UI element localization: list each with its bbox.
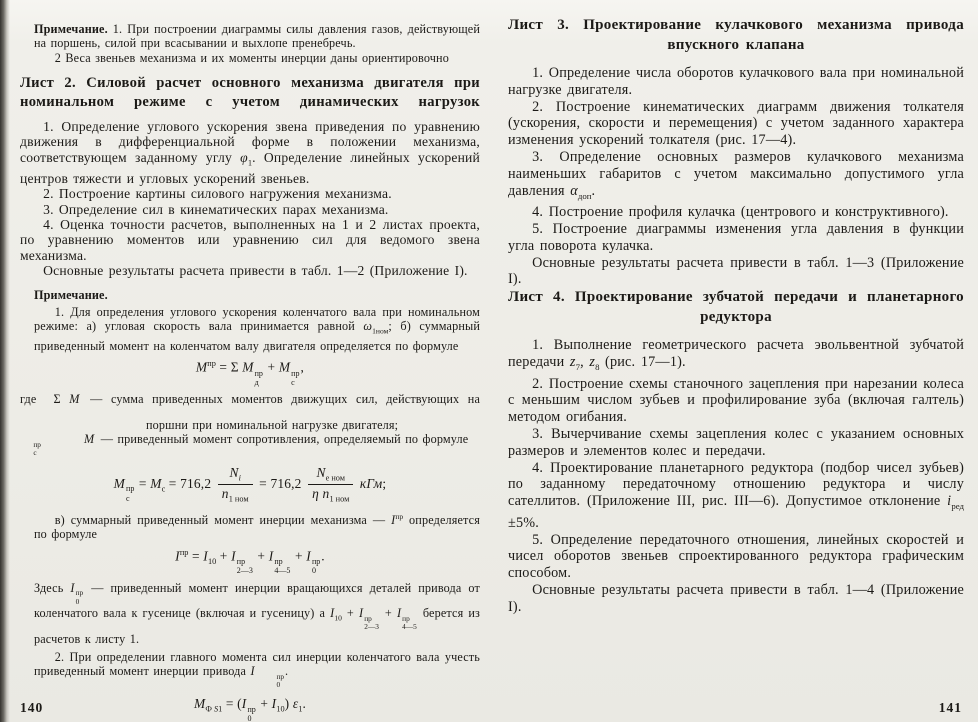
sheet-4-item-1: 1. Выполнение геометрического расчета эвольвентной зубчатой передачи $z_7$, $z_8$ (рис. 17—1). bbox=[508, 337, 964, 372]
formula-crankshaft-moment: $M_{Ф S1} = (I$ пр 0 + $I_{10}$) $\varepsilon_1$. bbox=[193, 695, 307, 722]
sheet-3-item-1: 1. Определение числа оборотов кулачкового вала при номинальной нагрузке двигателя. bbox=[508, 65, 964, 98]
formula-inertia-moment-sum: $I^{пр} = I_{10} + I$ пр 2—3 + I пр 4—5 + I пр 0 . bbox=[175, 547, 325, 576]
right-page bbox=[508, 16, 964, 616]
binding-shadow bbox=[0, 0, 10, 722]
sheet-2-heading: Лист 2. Силовой расчет основного механизма двигателя при номинальном режиме с учетом динамических нагрузок bbox=[20, 74, 480, 110]
top-note-paragraph-1: Примечание. 1. При построении диаграммы силы давления газов, действующей на поршень, силой при всасывании и выхлопе пренебречь. bbox=[34, 22, 480, 51]
sheet-4-item-5: 5. Определение передаточного отношения, линейных скоростей и чисел оборотов звеньев спроектированного редуктора графическим способом. bbox=[508, 531, 964, 582]
sheet-2-item-1: 1. Определение углового ускорения звена приведения по уравнению движения в дифференциальной форме в положении механизма, соответствующем заданному углу $\varphi_1$. Определение линейных ускорений центров тяжести и угловых ускорений звеньев. bbox=[20, 118, 480, 186]
sheet-2-results-line: Основные результаты расчета привести в табл. 1—2 (Приложение I). bbox=[43, 263, 468, 279]
sheet-3-item-3: 3. Определение основных размеров кулачкового механизма наименьших габаритов с учетом максимально допустимого угла давления $\alpha_{доп}$. bbox=[508, 148, 964, 201]
page-number-right: 141 bbox=[938, 700, 962, 715]
page-number-left: 140 bbox=[20, 700, 44, 715]
sheet-4-heading: Лист 4. Проектирование зубчатой передачи и планетарного редуктора bbox=[508, 289, 964, 325]
note-paragraph-2: 2. При определении главного момента сил инерции коленчатого вала учесть приведенный момент инерции привода I пр 0 . bbox=[34, 649, 480, 690]
sheet-2-item-3: 3. Определение сил в кинематических парах механизма. bbox=[43, 201, 389, 217]
note-paragraph-zdes: Здесь I пр 0 — приведенный момент инерции вращающихся деталей привода от коленчатого вала к гусенице (включая и гусеницу) а $I_{10} + I$ пр 2—3 + I пр 4—5 берется из расчетов к листу 1. bbox=[34, 580, 480, 646]
sheet-3-item-5: 5. Построение диаграммы изменения угла давления в функции угла поворота кулачка. bbox=[508, 221, 964, 254]
sheet-4-item-4: 4. Проектирование планетарного редуктора (подбор чисел зубьев) по заданному передаточному отношению редуктора и числу сателлитов. (Приложение III, рис. III—6). Допустимое отклонение $i_{ред} \pm 5\%$. bbox=[508, 459, 964, 531]
where-definition-2: M пр с — приведенный момент сопротивления, определяемый по формуле bbox=[33, 432, 469, 458]
note-paragraph-v: в) суммарный приведенный момент инерции механизма — $I^{пр}$ определяется по формуле bbox=[34, 511, 480, 542]
formula-resistance-moment: M пр с = $M_с = 716,2$ $\frac{N_i}{n_{1 ном}}$ = 716,2 $\frac{N_{е ном}}{\eta n_{1 ном}}$ кГм; bbox=[113, 464, 387, 504]
sheet-3-heading: Лист 3. Проектирование кулачкового механизма привода впускного клапана bbox=[508, 17, 964, 53]
sheet-4-item-3: 3. Вычерчивание схемы зацепления колес с указанием основных размеров и элементов колес и передачи. bbox=[508, 426, 964, 459]
sheet-3-results-line: Основные результаты расчета привести в табл. 1—3 (Приложение I). bbox=[508, 254, 964, 288]
formula-reduced-moment-sum: $M^{пр} = \Sigma$ M пр д + M пр с , bbox=[195, 359, 305, 388]
sheet-2-item-2: 2. Построение картины силового нагружения механизма. bbox=[43, 186, 392, 202]
sheet-4-item-2: 2. Построение схемы станочного зацепления при нарезании колеса с меньшим числом зубьев и профилирование зуба (включая галтель) методом огибания. bbox=[508, 375, 964, 426]
sheet-4-results-line: Основные результаты расчета привести в табл. 1—4 (Приложение I). bbox=[508, 582, 964, 615]
note-paragraph-1: 1. Для определения углового ускорения коленчатого вала при номинальном режиме: а) угловая скорость вала принимается равной $\omega_{1ном}$; б) суммарный приведенный момент на коленчатом валу двигателя определяется по формуле bbox=[34, 304, 481, 353]
where-definition-1: где Σ M — сумма приведенных моментов движущих сил, действующих на поршни при номинальной нагрузке двигателя; bbox=[20, 392, 480, 432]
note-section-heading: Примечание. bbox=[34, 287, 108, 302]
top-note-paragraph-2: 2 Веса звеньев механизма и их моменты инерции даны ориентировочно bbox=[54, 50, 449, 65]
sheet-3-item-2: 2. Построение кинематических диаграмм движения толкателя (ускорения, скорости и перемещения) с учетом заданного характера изменения ускорений толкателя (рис. 17—4). bbox=[508, 98, 964, 149]
sheet-3-item-4: 4. Построение профиля кулачка (центрового и конструктивного). bbox=[532, 204, 949, 221]
sheet-2-item-4: 4. Оценка точности расчетов, выполненных на 1 и 2 листах проекта, по уравнению моментов или уравнению сил для ведомого звена механизма. bbox=[20, 217, 480, 263]
left-page bbox=[20, 22, 480, 722]
